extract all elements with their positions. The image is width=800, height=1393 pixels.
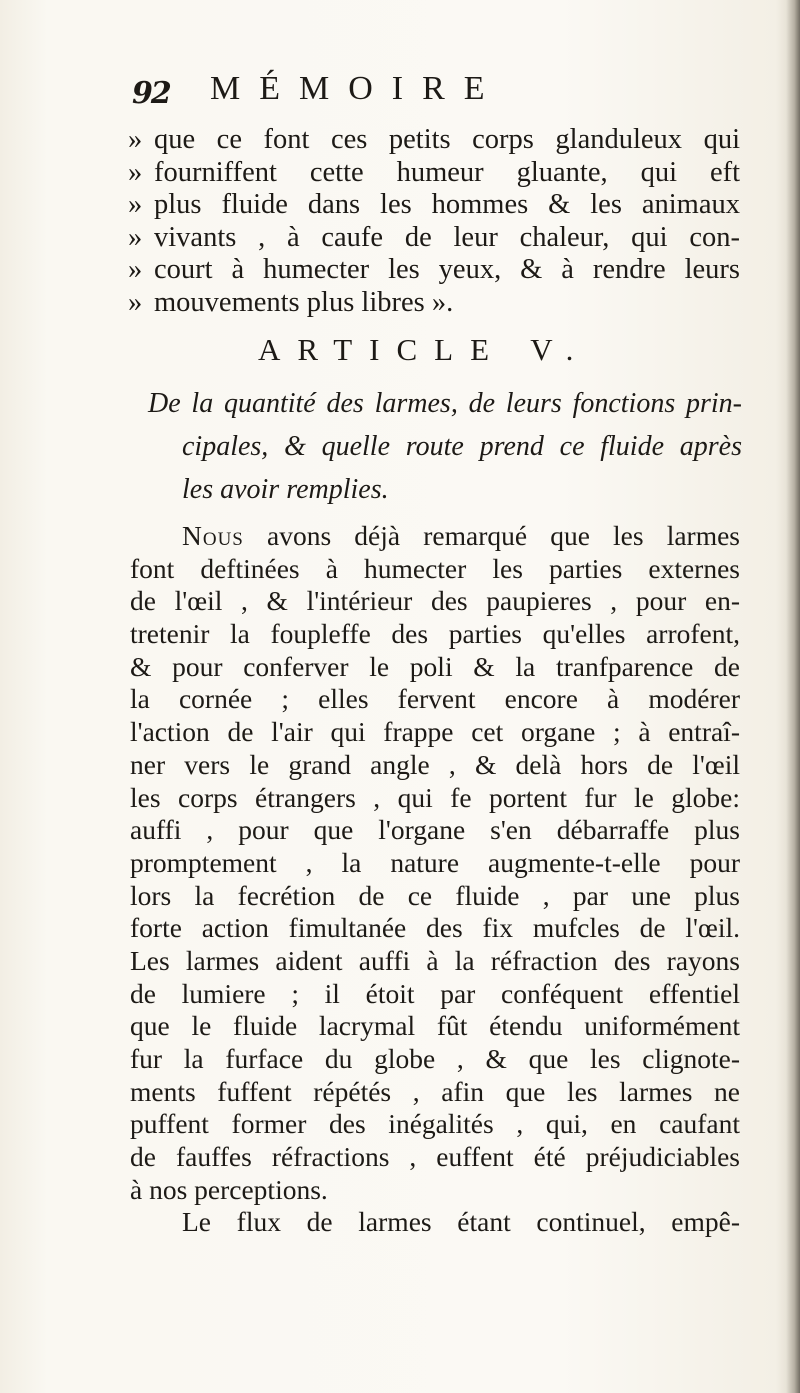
- quote-line: » vivants , à caufe de leur chaleur, qui con-: [128, 221, 740, 253]
- quote-mark: »: [128, 124, 143, 155]
- paragraph-line: que le fluide lacrymal fût étendu uniformément: [130, 1010, 740, 1042]
- paragraph-line: l'action de l'air qui frappe cet organe ; à entraî-: [130, 716, 740, 748]
- paragraph-line: font deftinées à humecter les parties externes: [130, 552, 740, 584]
- paragraph-line: puffent former des inégalités , qui, en caufant: [130, 1108, 740, 1140]
- paragraph-first-line: Nous avons déjà remarqué que les larmes: [182, 520, 741, 551]
- subtitle-line: cipales, & quelle route prend ce fluide après: [182, 431, 742, 462]
- article-subtitle: [148, 382, 742, 511]
- quote-line: » plus fluide dans les hommes & les animaux: [128, 189, 740, 221]
- paragraph-short-line: à nos perceptions.: [130, 1173, 328, 1205]
- paragraph-line: & pour conferver le poli & la tranfparence de: [130, 650, 740, 682]
- quote-mark: »: [128, 286, 143, 318]
- paragraph-line: tretenir la foupleffe des parties qu'elles arrofent,: [130, 618, 740, 650]
- paragraph-line: promptement , la nature augmente-t-elle pour: [130, 846, 740, 878]
- quotation-block: [128, 124, 740, 320]
- page-header: [132, 70, 572, 120]
- paragraph-line: auffi , pour que l'organe s'en débarraffe plus: [130, 814, 740, 846]
- body-paragraph: [130, 520, 740, 1239]
- paragraph-line: de lumiere ; il étoit par conféquent effentiel: [130, 977, 740, 1009]
- paragraph-line: ments fuffent répétés , afin que les larmes ne: [130, 1075, 740, 1107]
- quote-mark: »: [128, 189, 143, 221]
- first-word: Nous: [182, 520, 244, 551]
- subtitle-line: De la quantité des larmes, de leurs fonctions prin-: [148, 388, 742, 419]
- paragraph-line: la cornée ; elles fervent encore à modérer: [130, 683, 740, 715]
- quote-line: » fourniffent cette humeur gluante, qui eft: [128, 156, 740, 188]
- quote-mark: »: [128, 221, 143, 253]
- quote-mark: »: [128, 156, 143, 188]
- running-title: MÉMOIRE: [210, 70, 504, 107]
- page-number: 92: [132, 76, 170, 111]
- quote-line: » mouvements plus libres ».: [128, 286, 454, 318]
- paragraph-line: ner vers le grand angle , & delà hors de l'œil: [130, 748, 740, 780]
- page-binding-shadow: [786, 0, 800, 1393]
- quote-line: » que ce font ces petits corps glanduleux qui: [128, 124, 740, 155]
- paragraph-line: de l'œil , & l'intérieur des paupieres , pour en-: [130, 585, 740, 617]
- paragraph-line: de fauffes réfractions , euffent été préjudiciables: [130, 1141, 740, 1173]
- quote-mark: »: [128, 254, 143, 286]
- paragraph-line: Les larmes aident auffi à la réfraction des rayons: [130, 944, 740, 976]
- paragraph-line: lors la fecrétion de ce fluide , par une plus: [130, 879, 740, 911]
- paragraph-line: forte action fimultanée des fix mufcles de l'œil.: [130, 912, 740, 944]
- paragraph-line: les corps étrangers , qui fe portent fur le globe:: [130, 781, 740, 813]
- quote-line: » court à humecter les yeux, & à rendre leurs: [128, 254, 740, 286]
- next-paragraph-line: Le flux de larmes étant continuel, empê-: [182, 1206, 740, 1238]
- article-heading: ARTICLE V.: [258, 332, 591, 367]
- paragraph-line: fur la furface du globe , & que les clignote-: [130, 1043, 740, 1074]
- subtitle-line: les avoir remplies.: [182, 474, 389, 505]
